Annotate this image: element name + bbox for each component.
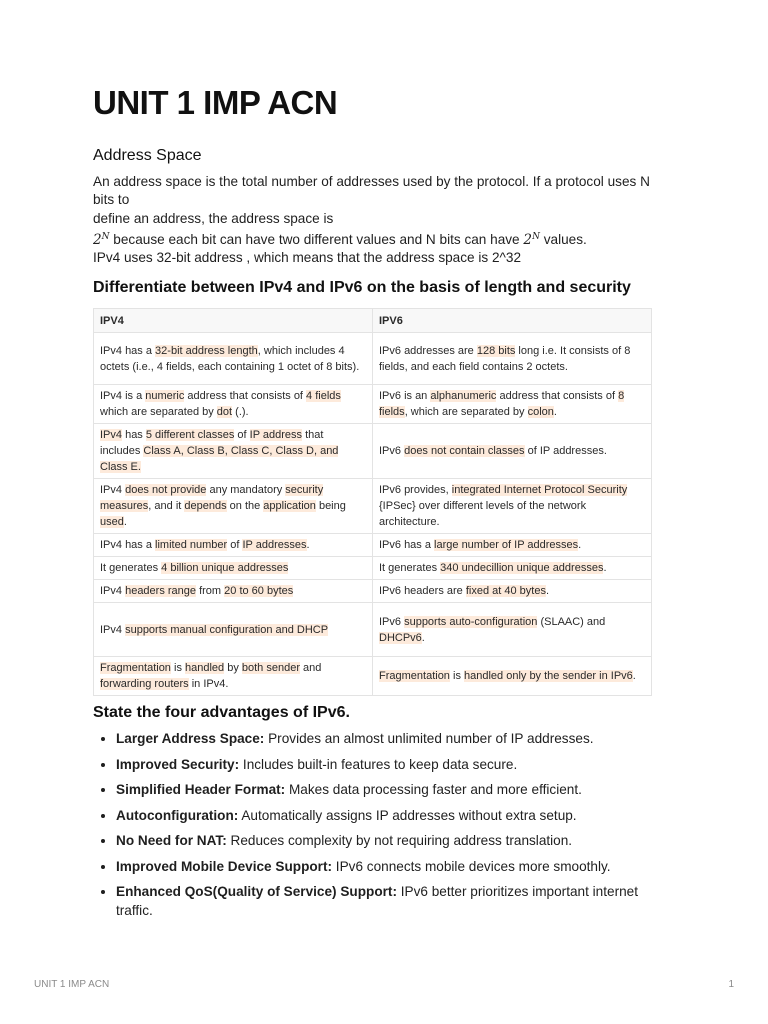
table-cell-ipv6	[373, 479, 652, 534]
advantage-description: IPv6 better prioritizes important internet traffic.	[116, 884, 639, 918]
table-header-row	[94, 309, 652, 333]
advantage-term: Larger Address Space:	[116, 731, 265, 746]
highlighted-text: depends	[184, 500, 227, 512]
cell-text: by	[224, 662, 242, 674]
advantage-term: Enhanced QoS(Quality of Service) Support:	[116, 884, 397, 899]
highlighted-text: alphanumeric	[430, 390, 497, 402]
highlighted-text: handled	[185, 662, 225, 674]
column-header-ipv6: IPV6	[373, 309, 652, 333]
highlighted-text: limited number	[155, 539, 228, 551]
cell-text: that includes	[100, 429, 324, 457]
highlighted-text: IP addresses	[242, 539, 307, 551]
table-cell-ipv4	[94, 557, 373, 580]
cell-text: IPv4	[100, 623, 126, 636]
highlighted-text: handled only by the sender in IPv6	[464, 670, 633, 682]
table-row	[94, 479, 652, 534]
highlighted-text: Fragmentation	[379, 670, 450, 682]
highlighted-text: integrated Internet Protocol Security	[451, 484, 628, 496]
table-cell-ipv6	[373, 333, 652, 385]
cell-text: has	[122, 429, 146, 441]
cell-text: of	[234, 429, 250, 441]
highlighted-text: dot	[216, 406, 233, 418]
cell-text: IPv4	[100, 484, 126, 496]
advantage-term: No Need for NAT:	[116, 833, 227, 848]
highlighted-text: 8 fields	[379, 390, 625, 418]
highlighted-text: application	[263, 500, 316, 512]
advantage-description: Provides an almost unlimited number of IP addresses.	[264, 731, 594, 746]
paragraph-line: IPv4 uses 32-bit address , which means that the address space is 2^32	[93, 250, 522, 266]
cell-text: .	[578, 539, 582, 551]
list-item	[116, 756, 668, 775]
highlighted-text: DHCPv6	[379, 631, 422, 644]
math-expression: $2^N$	[93, 231, 110, 248]
column-header-ipv4: IPV4	[94, 309, 373, 333]
cell-text: , which includes 4 octets (i.e., 4 fields, each containing 1 octet of 8 bits).	[100, 344, 360, 373]
highlighted-text: 4 fields	[306, 390, 341, 402]
table-cell-ipv6	[373, 385, 652, 424]
highlighted-text: security measures	[100, 484, 324, 512]
advantage-term: Autoconfiguration:	[116, 807, 239, 823]
cell-text: long i.e. It consists of 8 fields, and each field contains 2 octets.	[379, 344, 631, 373]
highlighted-text: both sender	[241, 662, 300, 674]
page-title: UNIT 1 IMP ACN	[93, 84, 338, 121]
advantage-description: Makes data processing faster and more efficient.	[285, 782, 582, 797]
table-cell-ipv4	[94, 603, 373, 657]
highlighted-text: does not provide	[125, 484, 207, 496]
table-cell-ipv6	[373, 657, 652, 696]
cell-text: IPv6 provides,	[379, 484, 452, 496]
cell-text: It generates	[100, 562, 162, 574]
footer-document-title: UNIT 1 IMP ACN	[34, 979, 110, 990]
table-cell-ipv4	[94, 534, 373, 557]
advantage-term: Simplified Header Format:	[116, 782, 286, 797]
cell-text: any mandatory	[206, 484, 286, 496]
highlighted-text: colon	[527, 406, 554, 418]
differentiate-heading: Differentiate between IPv4 and IPv6 on the basis of length and security	[93, 279, 631, 296]
highlighted-text: numeric	[145, 390, 185, 402]
highlighted-text: Class A, Class B, Class C, Class D, and Class E.	[100, 445, 339, 473]
cell-text: .	[632, 670, 636, 682]
cell-text: and	[300, 662, 322, 674]
math-expression: $2^N$	[523, 231, 540, 248]
table-cell-ipv4	[94, 424, 373, 479]
highlighted-text: IP address	[249, 429, 303, 441]
advantage-term: Improved Mobile Device Support:	[116, 858, 333, 874]
cell-text: is	[449, 670, 464, 682]
highlighted-text: large number of IP addresses	[434, 539, 579, 551]
table-cell-ipv4	[94, 479, 373, 534]
advantage-term: Improved Security:	[116, 756, 240, 772]
table-cell-ipv6	[373, 603, 652, 657]
cell-text: of IP addresses.	[524, 445, 607, 457]
highlighted-text: fixed at 40 bytes	[465, 585, 546, 597]
cell-text: address that consists of	[496, 390, 619, 402]
footer-page-number: 1	[728, 979, 734, 990]
highlighted-text: 128 bits	[476, 344, 516, 357]
cell-text: in IPv4.	[188, 678, 229, 690]
cell-text: which are separated by	[100, 406, 217, 418]
highlighted-text: Fragmentation	[100, 662, 171, 674]
highlighted-text: 20 to 60 bytes	[224, 585, 294, 597]
cell-text: , and it	[148, 500, 185, 512]
advantage-description: Automatically assigns IP addresses without extra setup.	[238, 807, 577, 823]
cell-text: address that consists of	[184, 390, 307, 402]
advantage-description: IPv6 connects mobile devices more smoothly.	[332, 858, 611, 874]
cell-text: on the	[226, 500, 264, 512]
paragraph-line-math: $2^N$ because each bit can have two different values and N bits can have $2^N$ values.	[93, 231, 587, 248]
list-item	[116, 832, 668, 851]
cell-text: (.).	[232, 406, 249, 418]
cell-text: IPv4 is a	[100, 390, 146, 402]
highlighted-text: used	[100, 516, 124, 528]
cell-text: IPv4	[100, 585, 126, 597]
list-item	[116, 807, 668, 826]
cell-text: .	[553, 406, 557, 418]
table-cell-ipv4	[94, 657, 373, 696]
cell-text: IPv6	[379, 445, 405, 457]
advantages-heading: State the four advantages of IPv6.	[93, 704, 350, 721]
address-space-heading: Address Space	[93, 147, 202, 164]
cell-text: .	[421, 631, 425, 644]
highlighted-text: 340 undecillion unique addresses	[440, 562, 604, 574]
cell-text: of	[227, 539, 243, 551]
cell-text: .	[123, 516, 127, 528]
list-item	[116, 858, 668, 877]
cell-text: (SLAAC) and	[537, 615, 606, 628]
cell-text: IPv6 has a	[379, 539, 435, 551]
list-item	[116, 781, 668, 800]
advantage-description: Includes built-in features to keep data secure.	[239, 756, 518, 772]
highlighted-text: does not contain classes	[404, 445, 525, 457]
table-cell-ipv6	[373, 534, 652, 557]
table-row	[94, 385, 652, 424]
table-cell-ipv4	[94, 333, 373, 385]
paragraph-line: An address space is the total number of addresses used by the protocol. If a protocol uses N	[93, 174, 650, 189]
cell-text: from	[196, 585, 225, 597]
table-row	[94, 333, 652, 385]
highlighted-text: 4 billion unique addresses	[161, 562, 289, 574]
cell-text: .	[603, 562, 607, 574]
cell-text: {IPSec} over different levels of the network architecture.	[379, 500, 587, 528]
table-cell-ipv4	[94, 385, 373, 424]
ipv4-ipv6-comparison-table	[93, 308, 652, 696]
cell-text: .	[306, 539, 310, 551]
table-cell-ipv6	[373, 424, 652, 479]
highlighted-text: supports manual configuration and DHCP	[125, 623, 329, 636]
cell-text: is	[170, 662, 185, 674]
highlighted-text: headers range	[125, 585, 197, 597]
highlighted-text: 5 different classes	[145, 429, 235, 441]
table-row	[94, 557, 652, 580]
advantages-list	[93, 730, 668, 927]
highlighted-text: 32-bit address length	[155, 344, 258, 357]
list-item	[116, 883, 668, 920]
cell-text: being	[315, 500, 346, 512]
cell-text: .	[545, 585, 550, 597]
cell-text: IPv6 headers are	[379, 585, 466, 597]
cell-text: , which are separated by	[404, 406, 528, 418]
paragraph-line: bits to	[93, 192, 130, 208]
cell-text: IPv6 addresses are	[379, 344, 477, 357]
highlighted-text: forwarding routers	[100, 678, 189, 690]
table-cell-ipv4	[94, 580, 373, 603]
table-row	[94, 534, 652, 557]
cell-text: IPv4 has a	[100, 344, 156, 357]
cell-text: It generates	[379, 562, 441, 574]
highlighted-text: supports auto-configuration	[404, 615, 538, 628]
paragraph-line: define an address, the address space is	[93, 210, 334, 226]
address-space-paragraph	[93, 173, 668, 267]
table-row	[94, 603, 652, 657]
table-row	[94, 657, 652, 696]
table-row	[94, 580, 652, 603]
advantage-description: Reduces complexity by not requiring address translation.	[226, 833, 573, 848]
cell-text: IPv4 has a	[100, 539, 156, 551]
cell-text: IPv6 is an	[379, 390, 431, 402]
list-item	[116, 730, 668, 749]
cell-text: IPv6	[379, 615, 405, 628]
table-cell-ipv6	[373, 580, 652, 603]
highlighted-text: IPv4	[100, 429, 123, 441]
table-cell-ipv6	[373, 557, 652, 580]
table-row	[94, 424, 652, 479]
